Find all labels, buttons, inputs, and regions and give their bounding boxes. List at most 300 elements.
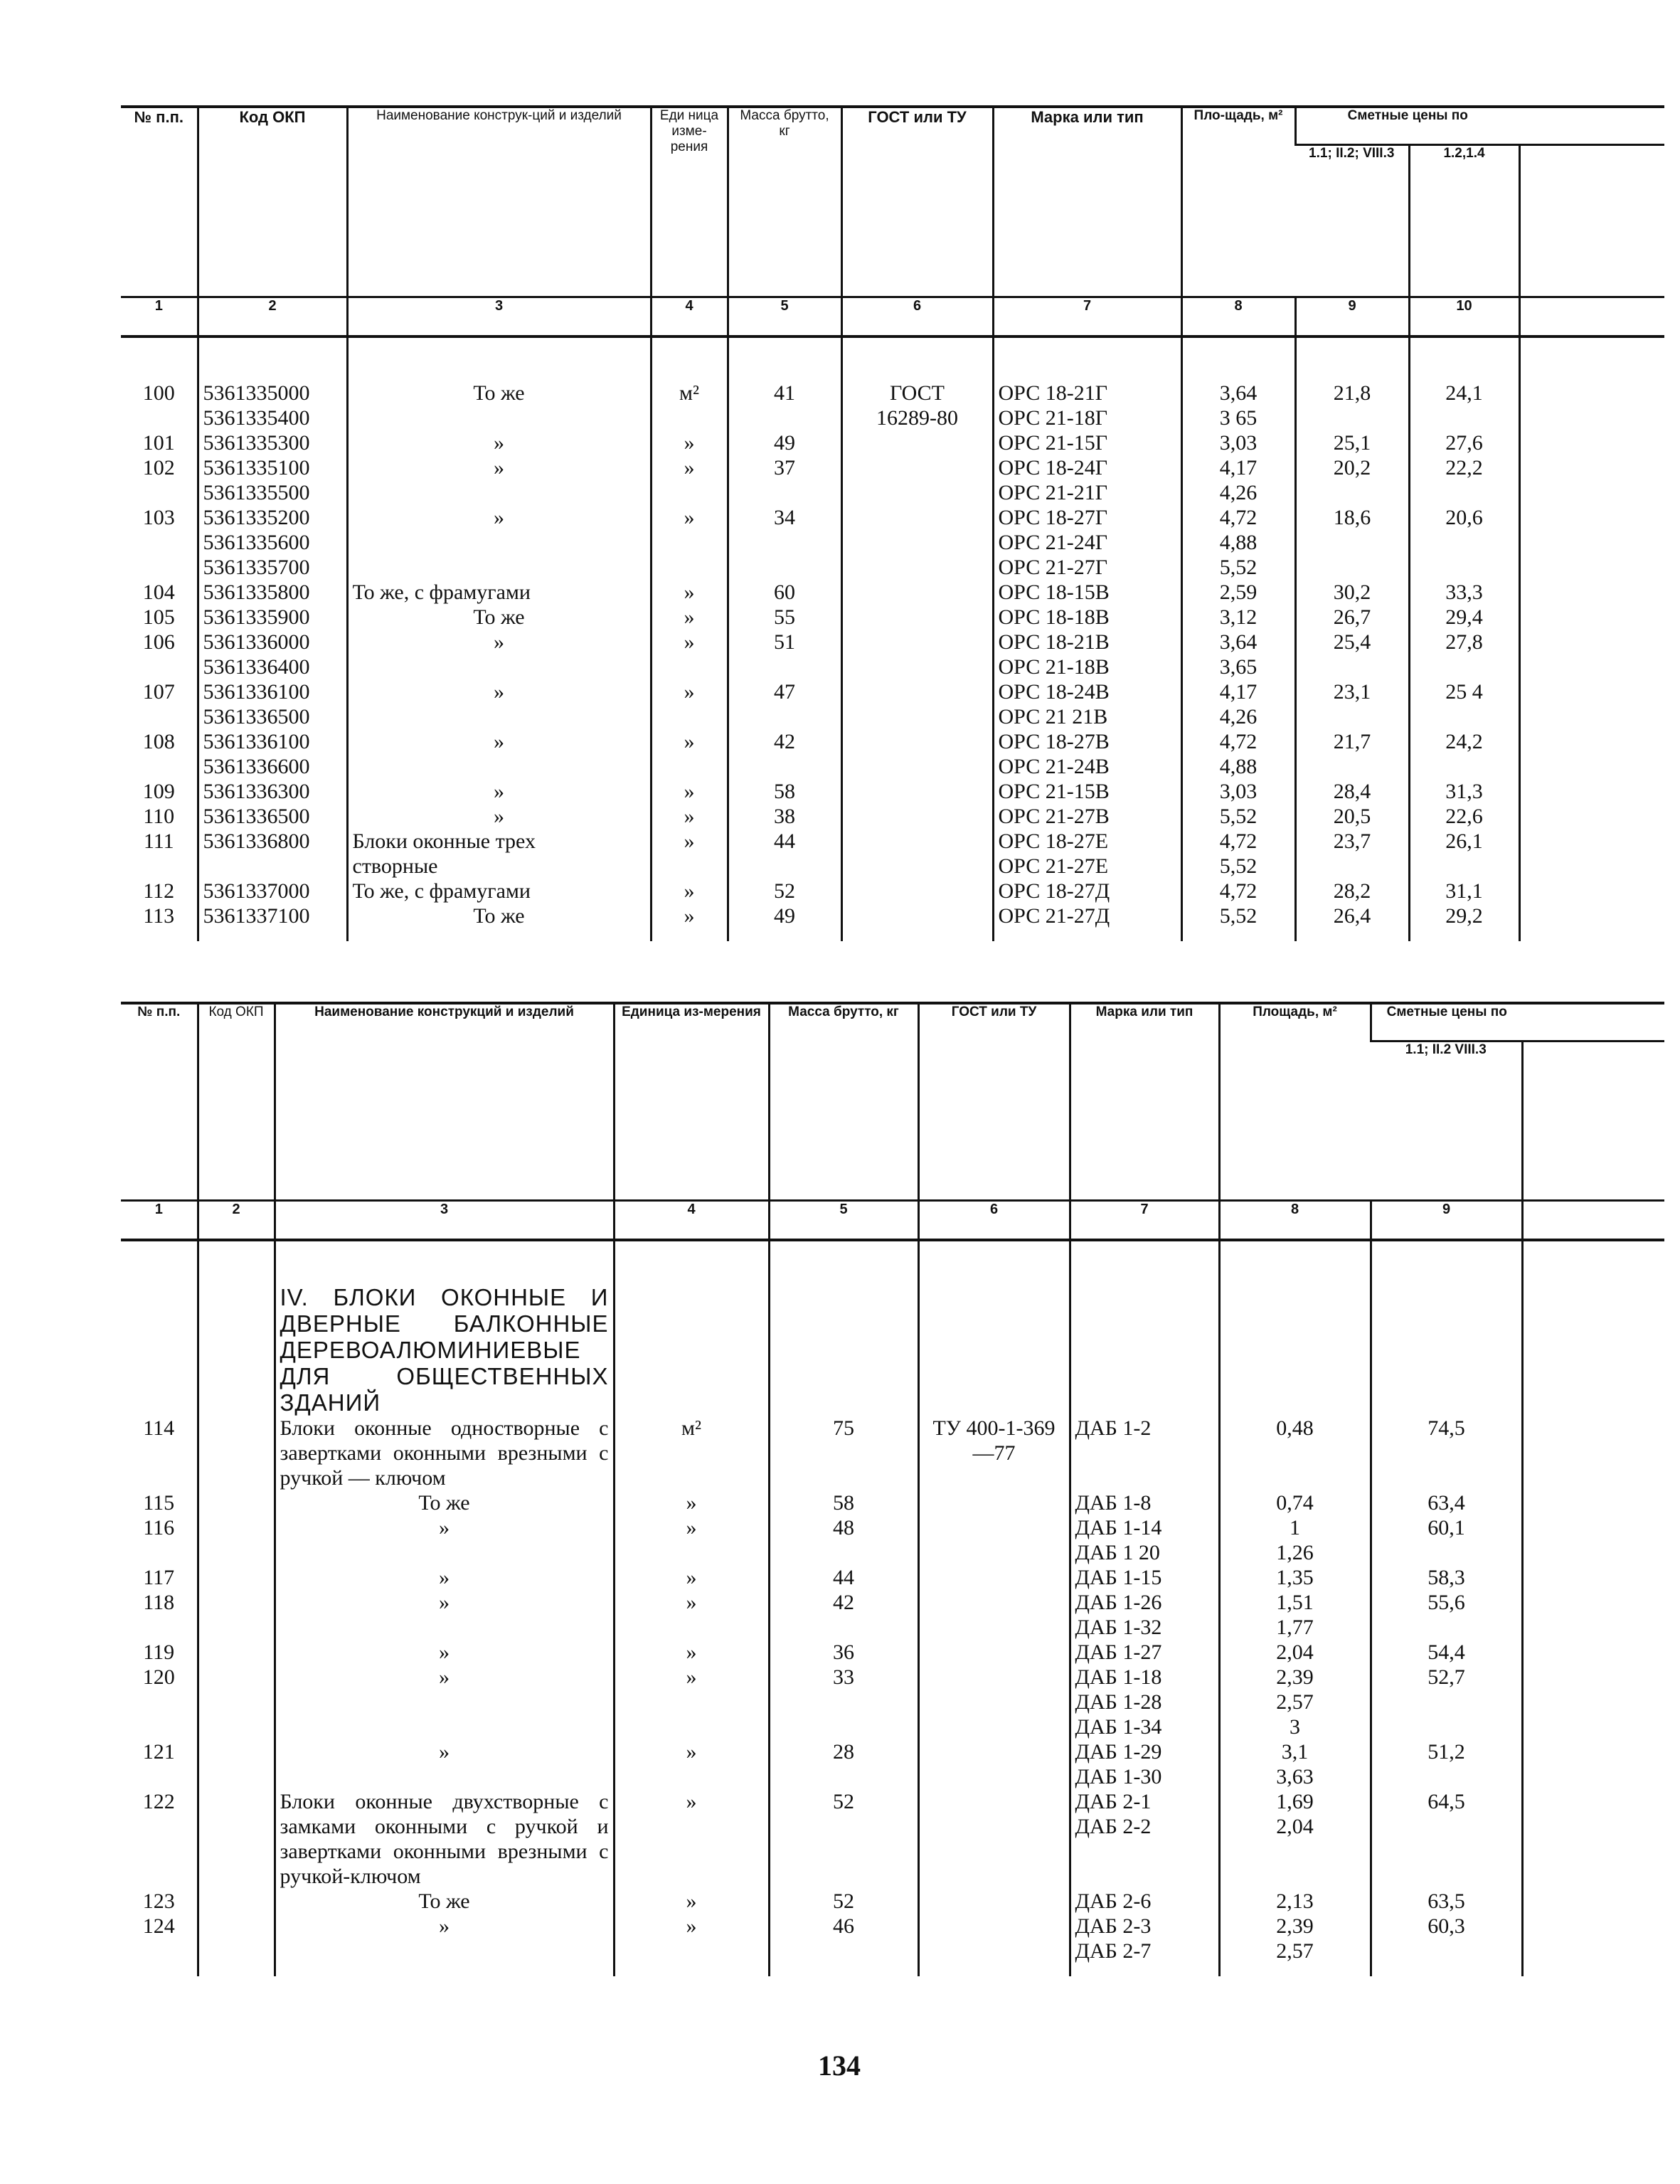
row-number: 111 [143, 829, 174, 853]
header-prices: Сметные цены по [1295, 107, 1519, 145]
area: 4,72 [1181, 729, 1295, 754]
okp-code: 5361336500 [198, 804, 347, 829]
row-number: 103 [142, 506, 175, 529]
mass [728, 405, 841, 430]
table-row [121, 405, 1664, 430]
unit [651, 654, 728, 679]
mark: ОРС 18-27Г [993, 505, 1181, 530]
mark [1070, 1590, 1219, 1615]
mark [1070, 1690, 1219, 1714]
area: 5,52 [1181, 903, 1295, 928]
gost [918, 1615, 1070, 1640]
price-1: 63,4 [1371, 1490, 1522, 1515]
area-value: 1,77 [1276, 1616, 1314, 1639]
table-row [121, 480, 1664, 505]
price-1: 58,3 [1371, 1565, 1522, 1590]
unit: » [614, 1640, 769, 1665]
okp-code: 5361335600 [198, 530, 347, 555]
gost [918, 1665, 1070, 1690]
unit: » [651, 729, 728, 754]
item-name [347, 704, 651, 729]
gost [918, 1739, 1070, 1764]
mass: 55 [728, 605, 841, 630]
area-value: 1,35 [1276, 1566, 1314, 1589]
price-2 [1409, 555, 1519, 580]
item-name [275, 1764, 614, 1789]
header-unit: Единица из-мерения [614, 1003, 769, 1201]
unit: » [614, 1789, 769, 1889]
table-row [121, 1490, 1664, 1515]
row-number: 105 [142, 605, 175, 629]
mass [728, 555, 841, 580]
item-name: » [347, 505, 651, 530]
gost [841, 654, 993, 679]
okp-code: 5361335900 [198, 605, 347, 630]
gost [918, 1565, 1070, 1590]
row-number: 121 [142, 1740, 175, 1764]
col-number: 4 [614, 1201, 769, 1241]
unit: » [651, 879, 728, 903]
price-2 [1409, 854, 1519, 879]
mark: ОРС 21-18В [993, 654, 1181, 679]
row-number [121, 654, 198, 679]
okp-code: 5361337000 [198, 879, 347, 903]
table-row [121, 1515, 1664, 1540]
table-row [121, 555, 1664, 580]
gost [841, 630, 993, 654]
unit [651, 704, 728, 729]
price-1 [1295, 530, 1409, 555]
okp-code [198, 854, 347, 879]
table-row [121, 704, 1664, 729]
gost: 16289-80 [841, 405, 993, 430]
area [1219, 1714, 1371, 1739]
okp-code: 5361336100 [198, 679, 347, 704]
mass [728, 530, 841, 555]
mark-value: ДАБ 1-30 [1075, 1765, 1162, 1788]
unit: » [651, 679, 728, 704]
row-number: 100 [142, 381, 175, 405]
mark-value: ДАБ 1-27 [1075, 1640, 1162, 1664]
mark: ОРС 18-27В [993, 729, 1181, 754]
mark [1070, 1515, 1219, 1540]
mark [1070, 1490, 1219, 1515]
item-name: То же, с фрамугами [347, 879, 651, 903]
unit [614, 1540, 769, 1565]
item-name: Блоки оконные одностворные с завертками оконными врезными с ручкой — ключом [275, 1416, 614, 1490]
gost [918, 1690, 1070, 1714]
area: 4,72 [1181, 505, 1295, 530]
item-name: Блоки оконные трех [347, 829, 651, 854]
table-row [121, 1714, 1664, 1739]
area-value: 1,69 [1276, 1790, 1314, 1813]
price-1: 74,5 [1371, 1416, 1522, 1490]
table-row [121, 829, 1664, 854]
gost [841, 879, 993, 903]
item-name: То же, с фрамугами [347, 580, 651, 605]
mark [1070, 1640, 1219, 1665]
table-row [121, 1789, 1664, 1889]
price-2 [1409, 654, 1519, 679]
gost [918, 1764, 1070, 1789]
mark [1070, 1939, 1219, 1963]
header-mark: Марка или тип [993, 107, 1181, 297]
row-number: 106 [142, 630, 175, 654]
price-1 [1295, 480, 1409, 505]
gost [841, 455, 993, 480]
row-number: 117 [143, 1566, 175, 1589]
unit: » [614, 1914, 769, 1939]
item-name [275, 1714, 614, 1739]
col-number: 10 [1409, 297, 1519, 337]
mass: 42 [728, 729, 841, 754]
item-name: » [347, 804, 651, 829]
area [1219, 1690, 1371, 1714]
area-value: 3 [1290, 1715, 1300, 1739]
price-1: 20,2 [1295, 455, 1409, 480]
price-2 [1409, 480, 1519, 505]
mass [728, 754, 841, 779]
mark [1070, 1665, 1219, 1690]
area [1219, 1565, 1371, 1590]
mark [1070, 1789, 1219, 1889]
price-1: 30,2 [1295, 580, 1409, 605]
mark: ОРС 18-27Е [993, 829, 1181, 854]
row-number: 109 [142, 780, 175, 803]
mass: 36 [769, 1640, 918, 1665]
row-number [121, 1764, 198, 1789]
unit: » [651, 903, 728, 928]
table-body-lower [121, 1241, 1664, 1976]
row-number: 114 [143, 1416, 175, 1440]
area: 5,52 [1181, 804, 1295, 829]
okp-code [198, 1590, 275, 1615]
price-1: 21,8 [1295, 381, 1409, 405]
header-name: Наименование конструкций и изделий [275, 1003, 614, 1201]
area: 4,88 [1181, 530, 1295, 555]
mass: 37 [728, 455, 841, 480]
okp-code [198, 1739, 275, 1764]
unit [614, 1764, 769, 1789]
mark [1070, 1764, 1219, 1789]
item-name [347, 654, 651, 679]
area: 3,65 [1181, 654, 1295, 679]
unit [651, 530, 728, 555]
row-number [121, 704, 198, 729]
gost [841, 580, 993, 605]
mass [728, 854, 841, 879]
row-number [121, 1939, 198, 1963]
row-number: 124 [142, 1914, 175, 1938]
row-number [121, 405, 198, 430]
mark: ОРС 18-21В [993, 630, 1181, 654]
area [1219, 1615, 1371, 1640]
table-row [121, 1739, 1664, 1764]
price-1: 63,5 [1371, 1889, 1522, 1914]
item-name: Блоки оконные двухстворные с замками оконными с ручкой и завертками оконными врезными с ручкой-ключом [275, 1789, 614, 1889]
mass: 58 [769, 1490, 918, 1515]
okp-code: 5361335700 [198, 555, 347, 580]
mark-value: ДАБ 1-34 [1075, 1715, 1162, 1739]
mark-value: ДАБ 1-18 [1075, 1665, 1162, 1689]
unit: » [614, 1515, 769, 1540]
mark-value: ДАБ 1-32 [1075, 1616, 1162, 1639]
column-numbers-row [121, 1201, 1664, 1241]
col-number: 5 [728, 297, 841, 337]
item-name [347, 754, 651, 779]
mass: 38 [728, 804, 841, 829]
price-1 [1371, 1690, 1522, 1714]
area: 3,03 [1181, 430, 1295, 455]
col-number: 9 [1371, 1201, 1522, 1241]
mark: ОРС 21-24Г [993, 530, 1181, 555]
mass: 75 [769, 1416, 918, 1490]
table-row [121, 1615, 1664, 1640]
item-name [347, 405, 651, 430]
mark: ОРС 21-15Г [993, 430, 1181, 455]
mark-value: ДАБ 2-3 [1075, 1914, 1152, 1938]
unit: » [614, 1665, 769, 1690]
area: 5,52 [1181, 854, 1295, 879]
area: 4,88 [1181, 754, 1295, 779]
gost [918, 1914, 1070, 1939]
mark: ОРС 21 21В [993, 704, 1181, 729]
mass [728, 480, 841, 505]
okp-code [198, 1914, 275, 1939]
mark [1070, 1540, 1219, 1565]
area [1219, 1914, 1371, 1939]
item-name: То же [347, 903, 651, 928]
okp-code [198, 1540, 275, 1565]
item-name [275, 1690, 614, 1714]
mass [769, 1714, 918, 1739]
table-body-upper [121, 338, 1664, 941]
table-row [121, 530, 1664, 555]
header-mark: Марка или тип [1070, 1003, 1219, 1201]
mark: ОРС 18-15В [993, 580, 1181, 605]
mark-value: ДАБ 1-26 [1075, 1591, 1162, 1614]
column-numbers-row [121, 297, 1664, 337]
mass [769, 1939, 918, 1963]
unit [651, 854, 728, 879]
unit: » [651, 605, 728, 630]
unit: » [651, 430, 728, 455]
area [1219, 1640, 1371, 1665]
item-name: То же [347, 605, 651, 630]
mark [1070, 1615, 1219, 1640]
mark: ОРС 18-24Г [993, 455, 1181, 480]
col-number: 3 [275, 1201, 614, 1241]
mass [728, 654, 841, 679]
price-1: 51,2 [1371, 1739, 1522, 1764]
price-1: 25,4 [1295, 630, 1409, 654]
area-value: 2,04 [1276, 1640, 1314, 1664]
unit [614, 1939, 769, 1963]
price-1: 26,7 [1295, 605, 1409, 630]
okp-code: 5361336000 [198, 630, 347, 654]
header-num: № п.п. [121, 1003, 198, 1201]
price-2: 31,1 [1409, 879, 1519, 903]
unit: » [651, 630, 728, 654]
table-row [121, 879, 1664, 903]
price-table-lower [121, 1002, 1664, 1976]
table-row [121, 1416, 1664, 1490]
col-number: 8 [1219, 1201, 1371, 1241]
price-2: 24,1 [1409, 381, 1519, 405]
unit: » [651, 829, 728, 854]
col-number: 1 [121, 1201, 198, 1241]
mark [1070, 1739, 1219, 1764]
table-row [121, 1889, 1664, 1914]
row-number: 120 [142, 1665, 175, 1689]
col-number: 4 [651, 297, 728, 337]
gost [918, 1714, 1070, 1739]
mass: 34 [728, 505, 841, 530]
mass: 58 [728, 779, 841, 804]
mark [1070, 1914, 1219, 1939]
area [1219, 1540, 1371, 1565]
mass [769, 1764, 918, 1789]
row-number [121, 555, 198, 580]
item-name [347, 480, 651, 505]
area-value: 1,26 [1276, 1541, 1314, 1564]
row-number: 118 [143, 1591, 175, 1614]
table-row [121, 1690, 1664, 1714]
row-number [121, 480, 198, 505]
gost [841, 505, 993, 530]
unit: » [614, 1565, 769, 1590]
col-number: 5 [769, 1201, 918, 1241]
price-1 [1295, 754, 1409, 779]
row-number: 104 [142, 581, 175, 604]
header-unit: Еди ница изме-рения [651, 107, 728, 297]
header-price-1: 1.1; II.2 VIII.3 [1371, 1041, 1522, 1201]
table-row [121, 804, 1664, 829]
okp-code [198, 1416, 275, 1490]
mass: 44 [769, 1565, 918, 1590]
price-1: 18,6 [1295, 505, 1409, 530]
item-name: створные [347, 854, 651, 879]
item-name [347, 555, 651, 580]
gost [918, 1590, 1070, 1615]
unit: » [651, 580, 728, 605]
price-1 [1295, 654, 1409, 679]
price-2: 22,6 [1409, 804, 1519, 829]
gost [841, 854, 993, 879]
table-row [121, 1540, 1664, 1565]
area-value: 2,39 [1276, 1914, 1314, 1938]
area [1219, 1739, 1371, 1764]
mark-value: ДАБ 2-7 [1075, 1939, 1152, 1963]
header-gost: ГОСТ или ТУ [841, 107, 993, 297]
area: 4,72 [1181, 879, 1295, 903]
row-number: 101 [142, 431, 175, 455]
price-1: 28,2 [1295, 879, 1409, 903]
item-name: » [275, 1739, 614, 1764]
table-row [121, 854, 1664, 879]
area [1219, 1665, 1371, 1690]
table-row [121, 779, 1664, 804]
table-row [121, 605, 1664, 630]
row-number [121, 854, 198, 879]
gost [918, 1515, 1070, 1540]
mark: ОРС 21-27Е [993, 854, 1181, 879]
area: 5,52 [1181, 555, 1295, 580]
price-1 [1371, 1764, 1522, 1789]
table-row [121, 381, 1664, 405]
table-row [121, 754, 1664, 779]
mass: 49 [728, 903, 841, 928]
row-number: 102 [142, 456, 175, 479]
mark: ОРС 18-18В [993, 605, 1181, 630]
gost [841, 679, 993, 704]
item-name: » [275, 1590, 614, 1615]
unit [651, 754, 728, 779]
col-number: 6 [918, 1201, 1070, 1241]
price-2: 25 4 [1409, 679, 1519, 704]
price-1: 20,5 [1295, 804, 1409, 829]
price-1: 60,1 [1371, 1515, 1522, 1540]
header-mass: Масса брутто, кг [769, 1003, 918, 1201]
section-title: IV. БЛОКИ ОКОННЫЕ И ДВЕРНЫЕ БАЛКОННЫЕ ДЕРЕВОАЛЮМИНИЕВЫЕ ДЛЯ ОБЩЕСТВЕННЫХ ЗДАНИЙ [275, 1284, 614, 1416]
mark-value: ДАБ 1 20 [1075, 1541, 1160, 1564]
mark-value: ДАБ 1-28 [1075, 1690, 1162, 1714]
row-number [121, 530, 198, 555]
table-row [121, 654, 1664, 679]
mark: ОРС 18-24В [993, 679, 1181, 704]
mass: 28 [769, 1739, 918, 1764]
item-name [347, 530, 651, 555]
unit: » [651, 804, 728, 829]
item-name: » [347, 630, 651, 654]
price-1 [1295, 704, 1409, 729]
item-name: » [275, 1665, 614, 1690]
price-2: 31,3 [1409, 779, 1519, 804]
row-number: 119 [143, 1640, 175, 1664]
area [1219, 1939, 1371, 1963]
okp-code: 5361335200 [198, 505, 347, 530]
area: 3,64 [1181, 381, 1295, 405]
area [1219, 1515, 1371, 1540]
row-number [121, 1714, 198, 1739]
area: 4,26 [1181, 480, 1295, 505]
price-1: 52,7 [1371, 1665, 1522, 1690]
okp-code: 5361337100 [198, 903, 347, 928]
col-number: 2 [198, 297, 347, 337]
gost [841, 605, 993, 630]
okp-code [198, 1665, 275, 1690]
area-value: 2,04 [1276, 1815, 1314, 1838]
unit: » [651, 779, 728, 804]
row-number: 113 [143, 904, 175, 928]
mass: 41 [728, 381, 841, 405]
item-name: » [347, 729, 651, 754]
mass: 42 [769, 1590, 918, 1615]
okp-code [198, 1640, 275, 1665]
table-row [121, 679, 1664, 704]
price-1 [1295, 854, 1409, 879]
mark [1070, 1889, 1219, 1914]
item-name: » [275, 1565, 614, 1590]
area: 3,03 [1181, 779, 1295, 804]
item-name: » [275, 1914, 614, 1939]
area-value: 2,39 [1276, 1665, 1314, 1689]
table-row [121, 1939, 1664, 1963]
page-number: 134 [818, 2050, 861, 2082]
mark-value: ДАБ 1-8 [1075, 1491, 1152, 1515]
price-2: 27,6 [1409, 430, 1519, 455]
area: 3 65 [1181, 405, 1295, 430]
